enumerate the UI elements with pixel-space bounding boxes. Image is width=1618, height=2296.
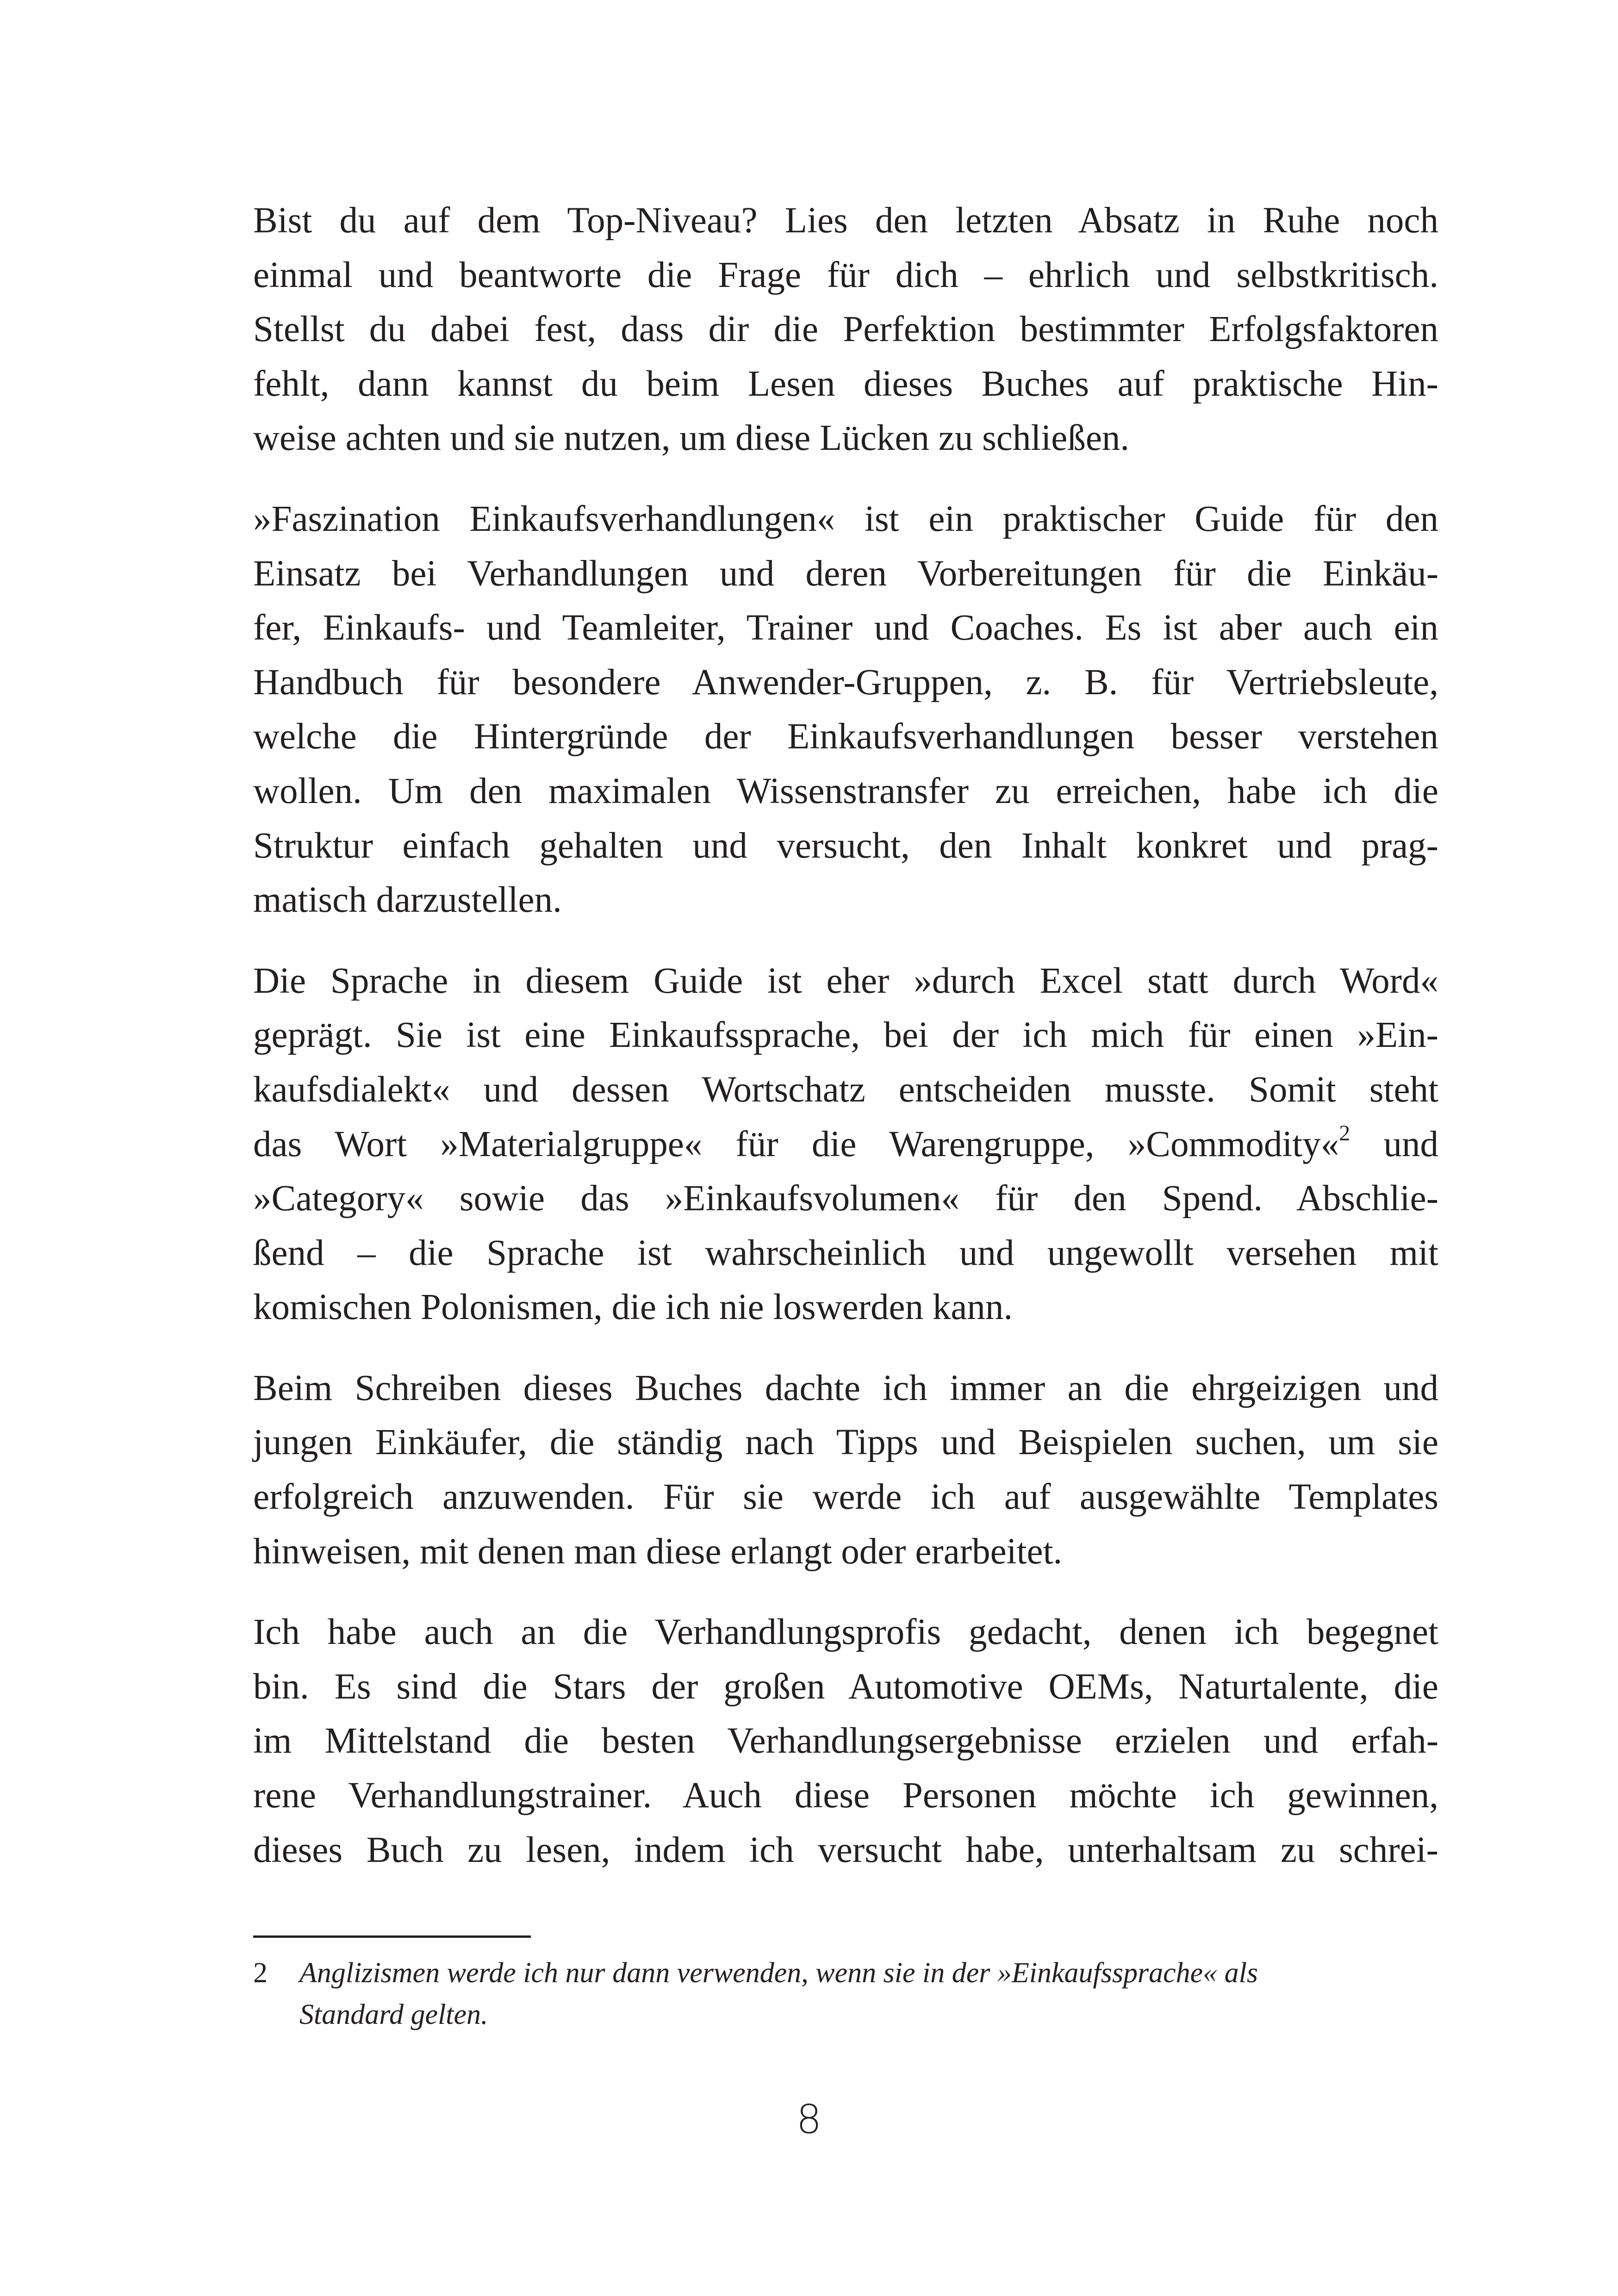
text-segment: und bbox=[1350, 1124, 1439, 1164]
text-line: erfolgreich anzuwenden. Für sie werde ich auf ausgewählte Templates bbox=[253, 1477, 1438, 1518]
text-line: weise achten und sie nutzen, um diese Lücken zu schließen. bbox=[253, 418, 1130, 459]
paragraph-1 bbox=[253, 193, 1438, 466]
text-line: bin. Es sind die Stars der großen Automotive OEMs, Naturtalente, die bbox=[253, 1666, 1438, 1707]
paragraph-3 bbox=[253, 954, 1438, 1335]
text-line: ßend – die Sprache ist wahrscheinlich und ungewollt versehen mit bbox=[253, 1232, 1438, 1273]
text-line: im Mittelstand die besten Verhandlungsergebnisse erzielen und erfah- bbox=[253, 1721, 1438, 1761]
footnote-reference[interactable]: 2 bbox=[1339, 1120, 1350, 1145]
text-line: dieses Buch zu lesen, indem ich versucht habe, unterhaltsam zu schrei- bbox=[253, 1829, 1438, 1870]
page-number: 8 bbox=[796, 2097, 822, 2143]
footnote-line: Standard gelten. bbox=[299, 1999, 488, 2030]
text-line: hinweisen, mit denen man diese erlangt oder erarbeitet. bbox=[253, 1531, 1063, 1572]
text-line: Die Sprache in diesem Guide ist eher »durch Excel statt durch Word« bbox=[253, 960, 1438, 1001]
footnote-number: 2 bbox=[253, 1957, 268, 1989]
text-line: Bist du auf dem Top-Niveau? Lies den letzten Absatz in Ruhe noch bbox=[253, 200, 1438, 241]
text-line: »Category« sowie das »Einkaufsvolumen« für den Spend. Abschlie- bbox=[253, 1178, 1438, 1219]
text-line: fer, Einkaufs- und Teamleiter, Trainer und Coaches. Es ist aber auch ein bbox=[253, 608, 1438, 648]
text-line: komischen Polonismen, die ich nie loswerden kann. bbox=[253, 1287, 1013, 1328]
text-line: geprägt. Sie ist eine Einkaufssprache, bei der ich mich für einen »Ein- bbox=[253, 1015, 1438, 1056]
text-line: »Faszination Einkaufsverhandlungen« ist ein praktischer Guide für den bbox=[253, 498, 1438, 539]
text-line: kaufsdialekt« und dessen Wortschatz entscheiden musste. Somit steht bbox=[253, 1069, 1438, 1110]
text-line: einmal und beantworte die Frage für dich – ehrlich und selbstkritisch. bbox=[253, 255, 1438, 295]
footnote-divider bbox=[253, 1935, 531, 1938]
text-line: Handbuch für besondere Anwender-Gruppen, z. B. für Vertriebsleute, bbox=[253, 662, 1438, 703]
text-line: fehlt, dann kannst du beim Lesen dieses Buches auf praktische Hin- bbox=[253, 363, 1438, 404]
text-line: wollen. Um den maximalen Wissenstransfer zu erreichen, habe ich die bbox=[253, 771, 1438, 811]
footnote bbox=[253, 1952, 1438, 2035]
text-line: Einsatz bei Verhandlungen und deren Vorbereitungen für die Einkäu- bbox=[253, 553, 1438, 594]
text-line: welche die Hintergründe der Einkaufsverhandlungen besser verstehen bbox=[253, 716, 1438, 757]
text-line: jungen Einkäufer, die ständig nach Tipps und Beispielen suchen, um sie bbox=[253, 1422, 1438, 1463]
text-line: Stellst du dabei fest, dass dir die Perfektion bestimmter Erfolgsfaktoren bbox=[253, 309, 1438, 350]
text-line: matisch darzustellen. bbox=[253, 880, 562, 921]
paragraph-5 bbox=[253, 1605, 1438, 1877]
text-line bbox=[253, 1117, 1438, 1172]
text-line: Beim Schreiben dieses Buches dachte ich immer an die ehrgeizigen und bbox=[253, 1368, 1438, 1408]
paragraph-4 bbox=[253, 1361, 1438, 1579]
text-line: Struktur einfach gehalten und versucht, den Inhalt konkret und prag- bbox=[253, 825, 1438, 866]
footnote-line: Anglizismen werde ich nur dann verwenden, wenn sie in der »Einkaufssprache« als bbox=[299, 1957, 1258, 1989]
text-line: rene Verhandlungstrainer. Auch diese Personen möchte ich gewinnen, bbox=[253, 1775, 1438, 1816]
body-text bbox=[253, 193, 1438, 1904]
text-segment: das Wort »Materialgruppe« für die Warengruppe, »Commodity« bbox=[253, 1124, 1339, 1164]
text-line: Ich habe auch an die Verhandlungsprofis gedacht, denen ich begegnet bbox=[253, 1612, 1438, 1653]
paragraph-2 bbox=[253, 492, 1438, 927]
